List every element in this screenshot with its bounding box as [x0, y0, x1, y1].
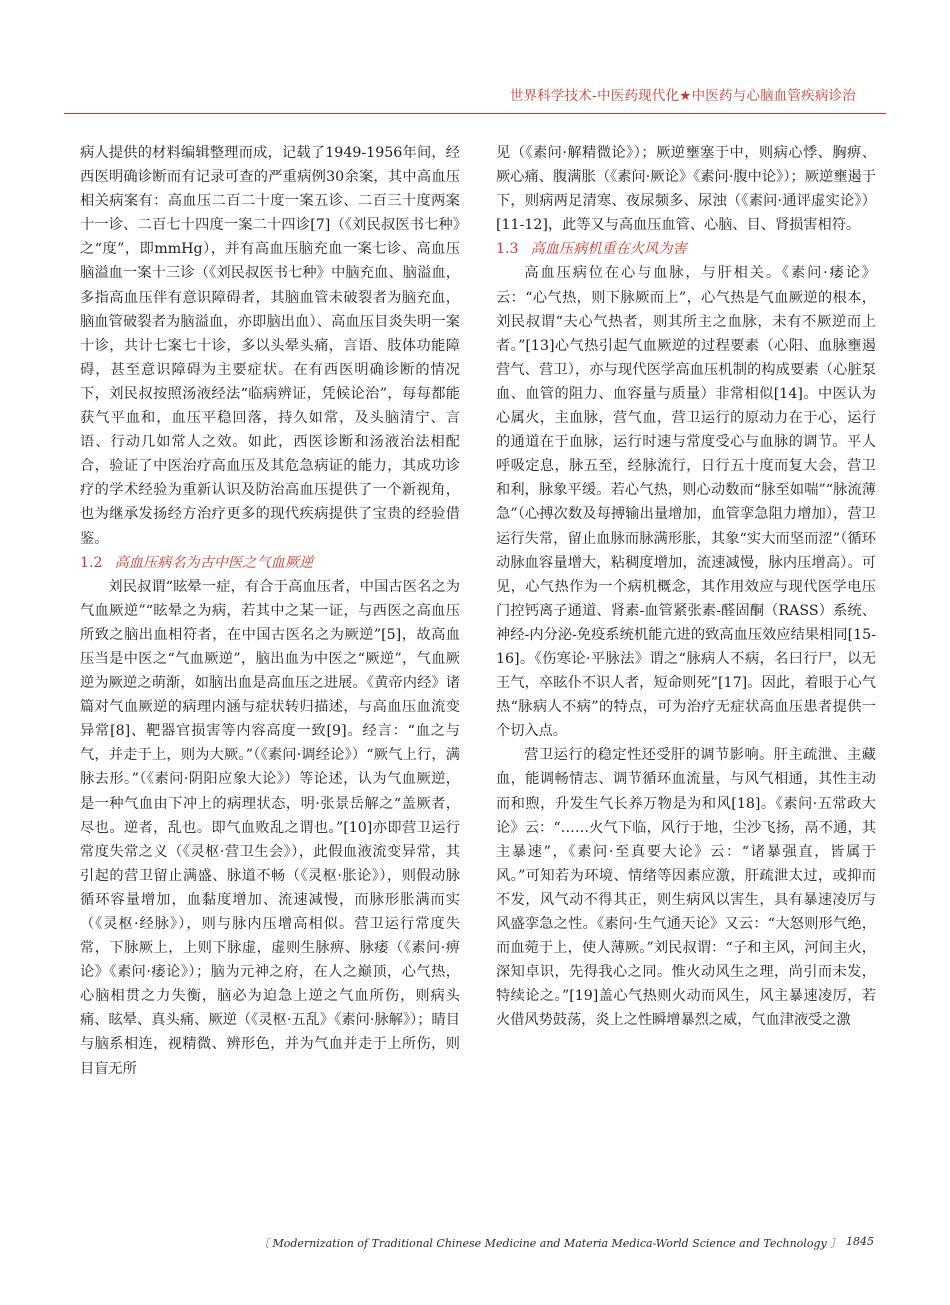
- section-heading-1-3: [496, 237, 876, 261]
- page-number: 1845: [846, 1235, 874, 1248]
- paragraph: 高血压病位在心与血脉，与肝相关。《素问·痿论》云：“心气热，则下脉厥而上”，心气热是气血厥逆的根本，刘民叔谓“夫心气热者，则其所主之血脉，未有不厥逆而上者。”[13]心气热引起气血厥逆的过程要素（心阳、血脉壅遏营气、营卫），亦与现代医学高血压机制的构成要素（心脏泵血、血管的阻力、血容量与质量）非常相似[14]。中医认为心属火，主血脉，营气血，营卫运行的原动力在于心，运行的通道在于血脉，运行时速与常度受心与血脉的调节。平人呼吸定息，脉五至，经脉流行，日行五十度而复大会，营卫和利，脉象平缓。若心气热，则心动数而“脉至如喘”“脉流薄急”（心搏次数及每搏输出量增加，血管挛急阻力增加），营卫运行失常，留止血脉而脉满形胀，其象“实大而坚而涩”（循环动脉血容量增大，粘稠度增加，流速减慢，脉内压增高）。可见，心气热作为一个病机概念，其作用效应与现代医学电压门控钙离子通道、肾素-血管紧张素-醛固酮（RASS）系统、神经-内分泌-免疫系统机能亢进的致高血压效应结果相同[15-16]。《伤寒论·平脉法》谓之“脉病人不病，名曰行尸，以无王气，卒眩仆不识人者，短命则死”[17]。因此，着眼于心气热“脉病人不病”的特点，可为治疗无症状高血压患者提供一个切入点。: [496, 265, 876, 740]
- section-heading-1-2: [80, 551, 460, 575]
- footer: [258, 1235, 878, 1251]
- right-column: [496, 141, 876, 1032]
- section-title: 高血压病名为古中医之气血厥逆: [114, 554, 314, 571]
- paragraph: 营卫运行的稳定性还受肝的调节影响。肝主疏泄、主藏血，能调畅情志、调节循环血流量，与风气相通，其性主动而和煦，升发生气长养万物是为和风[18]。《素问·五常政大论》云：“……火气下临，风行于地，尘沙飞扬，鬲不通，其主暴速”，《素问·至真要大论》云：“诸暴强直，皆属于风。”可知若为环境、情绪等因素应激，肝疏泄太过，或抑而不发，风气动不得其正，则生病风以害生，具有暴速凌厉与风盛挛急之性。《素问·生气通天论》又云：“大怒则形气绝，而血菀于上，使人薄厥。”刘民叔谓：“子和主风，河间主火，深知卓识，先得我心之同。惟火动风生之理，尚引而未发，特续论之。”[19]盖心气热则火动而风生，风主暴速凌厉，若火借风势鼓荡，炎上之性瞬增暴烈之威，气血津液受之激: [496, 747, 876, 1029]
- paragraph: 见（《素问·解精微论》）；厥逆壅塞于中，则病心悸、胸痹、厥心痛、腹满胀（《素问·厥论》《素问·腹中论》）；厥逆壅遏于下，则病两足清寒、夜尿频多、尿浊（《素问·通评虚实论》）[11-12]，此等又与高血压血管、心脑、目、肾损害相符。: [496, 145, 876, 234]
- section-number: 1.2: [80, 554, 103, 571]
- paragraph: 病人提供的材料编辑整理而成，记载了1949-1956年间，经西医明确诊断而有记录可查的严重病例30余案，其中高血压相关病案有：高血压二百二十度一案五诊、二百三十度两案十一诊、二百七十四度一案二十四诊[7]（《刘民叔医书七种》之“度”，即mmHg），并有高血压脑充血一案七诊、高血压脑溢血一案十三诊（《刘民叔医书七种》中脑充血、脑溢血，多指高血压伴有意识障碍者，其脑血管未破裂者为脑充血，脑血管破裂者为脑溢血，亦即脑出血）、高血压目炎失明一案十诊，共计七案七十诊，多以头晕头痛，言语、肢体功能障碍，甚至意识障碍为主要症状。在有西医明确诊断的情况下，刘民叔按照汤液经法“临病辨证，凭候论治”，每每都能获气平血和，血压平稳回落，持久如常，及头脑清宁、言语、行动几如常人之效。如此，西医诊断和汤液治法相配合，验证了中医治疗高血压及其危急病证的能力，其成功诊疗的学术经验为重新认识及防治高血压提供了一个新视角，也为继承发扬经方治疗更多的现代疾病提供了宝贵的经验借鉴。: [80, 145, 460, 547]
- journal-name: 〔 Modernization of Traditional Chinese Medicine and Materia Medica-World Science and Technology 〕: [258, 1237, 842, 1250]
- section-title: 高血压病机重在火风为害: [530, 241, 687, 258]
- paragraph: 刘民叔谓“眩晕一症，有合于高血压者，中国古医名之为气血厥逆”“眩晕之为病，若其中之某一证，与西医之高血压所致之脑出血相符者，在中国古医名之为厥逆”[5]，故高血压当是中医之“气血厥逆”，脑出血为中医之“厥逆”，气血厥逆为厥逆之萌渐，如脑出血是高血压之进展。《黄帝内经》诸篇对气血厥逆的病理内涵与症状转归描述，与高血压血流变异常[8]、靶器官损害等内容高度一致[9]。经言：“血之与气，并走于上，则为大厥。”（《素问·调经论》）“厥气上行，满脉去形。”（《素问·阴阳应象大论》）等论述，认为气血厥逆，是一种气血由下冲上的病理状态，明·张景岳解之“盖厥者，尽也。逆者，乱也。即气血败乱之谓也。”[10]亦即营卫运行常度失常之义（《灵枢·营卫生会》），此假血液流变异常，其引起的营卫留止满盛、脉道不畅（《灵枢·胀论》），则假动脉循环容量增加，血黏度增加、流速减慢，而脉形胀满而实（《灵枢·经脉》），则与脉内压增高相似。营卫运行常度失常，下脉厥上，上则下脉虚，虚则生脉痹、脉痿（《素问·痹论》《素问·痿论》）；脑为元神之府，在人之巅顶，心气热，心脑相贯之力失衡，脑必为迫急上逆之气血所伤，则病头痛、眩晕、真头痛、厥逆（《灵枢·五乱》《素问·脉解》）；睛目与脑系相连，视精微、辨形色，并为气血并走于上所伤，则目盲无所: [80, 578, 460, 1077]
- section-number: 1.3: [496, 241, 519, 258]
- left-column: [80, 141, 460, 1081]
- running-head: 世界科学技术-中医药现代化★中医药与心脑血管疾病诊治: [509, 88, 856, 104]
- header-rule: [64, 113, 886, 114]
